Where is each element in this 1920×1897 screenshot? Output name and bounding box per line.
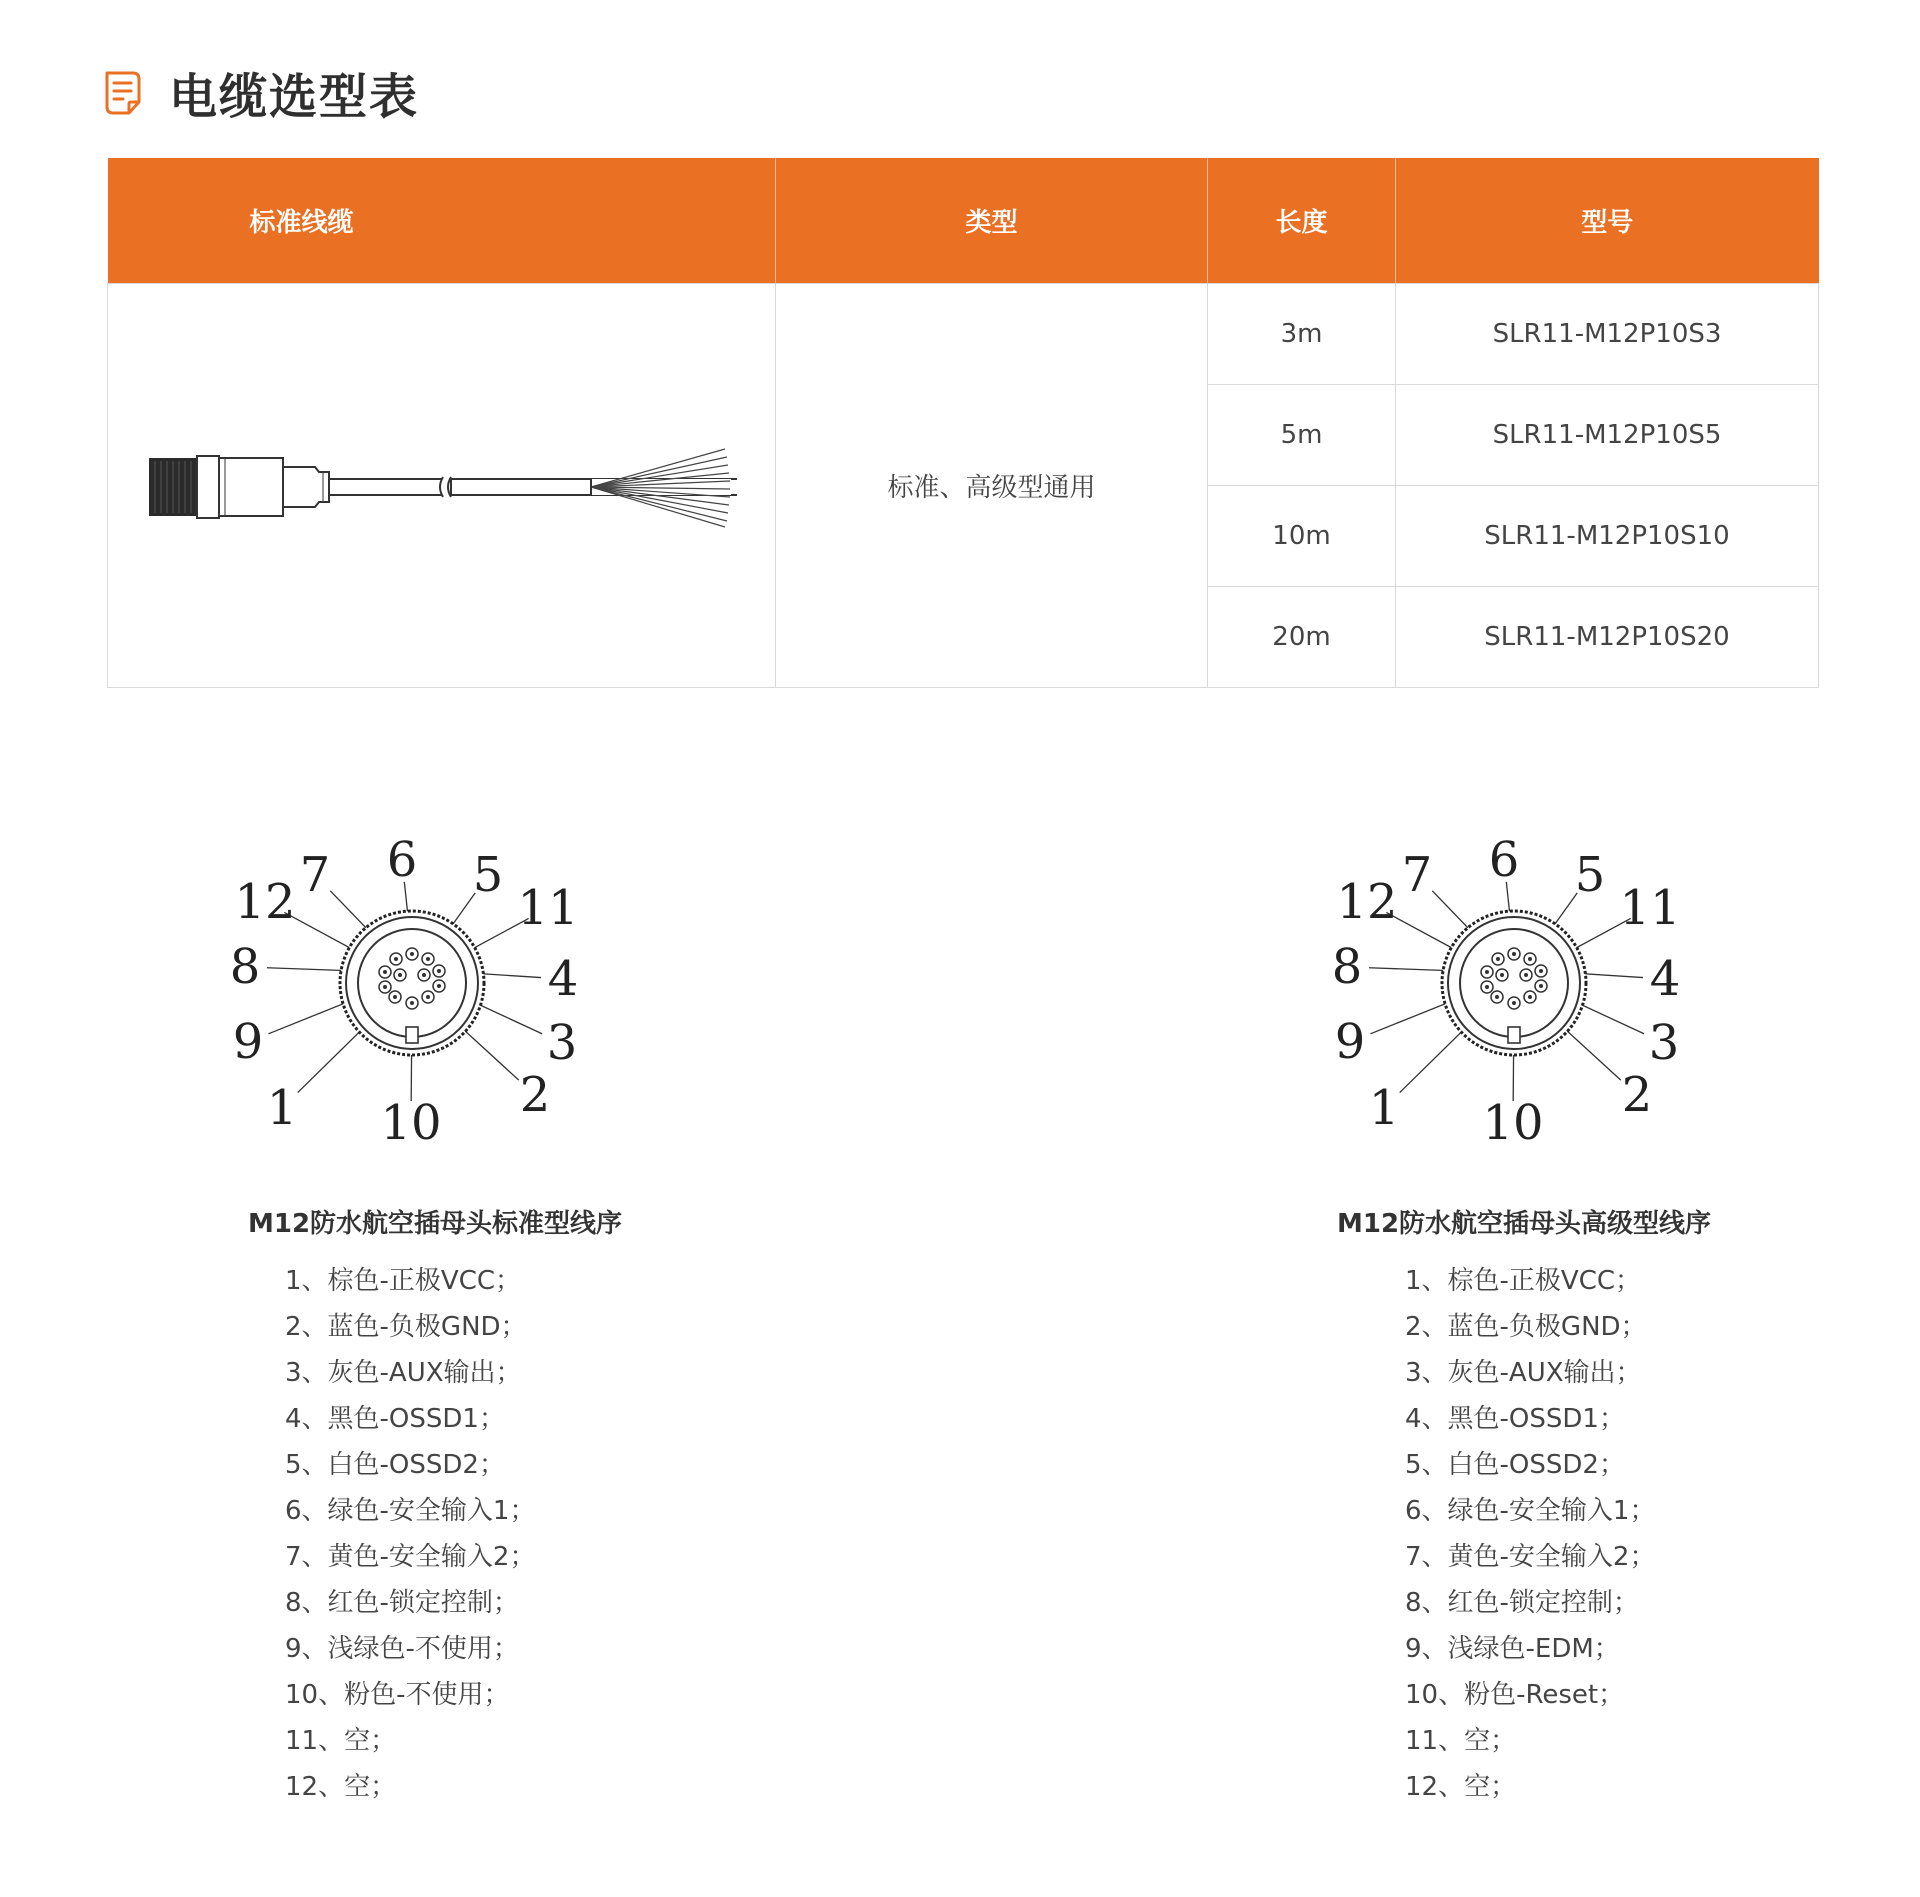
pin-number-label: 8: [1331, 939, 1363, 995]
list-item: 5、白色-OSSD2；: [1405, 1450, 1625, 1480]
list-item: 3、灰色-AUX输出；: [285, 1358, 522, 1388]
pin-number-label: 4: [1649, 951, 1681, 1007]
model-cell: SLR11-M12P10S20: [1396, 587, 1819, 688]
pinout-diagram-advanced: [1312, 785, 1712, 1165]
list-item: 7、黄色-安全输入2；: [285, 1542, 536, 1572]
length-cell: 5m: [1208, 385, 1396, 486]
standard-pinout-list: [285, 1258, 535, 1810]
advanced-pinout-list: [1405, 1258, 1655, 1810]
model-cell: SLR11-M12P10S5: [1396, 385, 1819, 486]
pin-number-label: 10: [1482, 1095, 1544, 1151]
pin-contact: [1500, 973, 1504, 977]
list-item: 8、红色-锁定控制；: [285, 1588, 519, 1618]
pin-number-label: 6: [1488, 832, 1520, 888]
list-item: 2、蓝色-负极GND；: [285, 1312, 527, 1342]
header-standard-cable: 标准线缆: [108, 158, 776, 284]
model-cell: SLR11-M12P10S10: [1396, 486, 1819, 587]
pin-number-label: 3: [546, 1015, 578, 1071]
list-item: 4、黑色-OSSD1；: [285, 1404, 505, 1434]
pin-contact: [1512, 1001, 1516, 1005]
pin-contact: [1524, 973, 1528, 977]
pin-contact: [1528, 957, 1532, 961]
pin-number-label: 7: [299, 847, 331, 903]
list-item: 6、绿色-安全输入1；: [1405, 1496, 1656, 1526]
cable-image-cell: [108, 284, 776, 688]
pin-number-label: 12: [234, 874, 296, 930]
list-item: 9、浅绿色-不使用；: [285, 1634, 519, 1664]
connector-face: [1460, 929, 1568, 1037]
pin-contact: [410, 952, 414, 956]
pin-contact: [437, 969, 441, 973]
table-row: [108, 284, 1819, 385]
list-item: 10、粉色-Reset；: [1405, 1680, 1625, 1710]
header-length: 长度: [1208, 158, 1396, 284]
pin-contact: [410, 1001, 414, 1005]
list-item: 6、绿色-安全输入1；: [285, 1496, 536, 1526]
list-item: 1、棕色-正极VCC；: [285, 1266, 522, 1296]
pin-contact: [1496, 957, 1500, 961]
pin-contact: [1495, 995, 1499, 999]
connector-face: [358, 929, 466, 1037]
pin-contact: [398, 973, 402, 977]
pin-number-label: 6: [386, 832, 418, 888]
list-item: 11、空；: [1405, 1726, 1517, 1756]
pin-contact: [422, 973, 426, 977]
pin-contact: [437, 984, 441, 988]
pin-contact: [1485, 970, 1489, 974]
cable-illustration: [147, 441, 737, 531]
pin-number-label: 4: [547, 951, 579, 1007]
model-cell: SLR11-M12P10S3: [1396, 284, 1819, 385]
pin-number-label: 3: [1648, 1015, 1680, 1071]
connector-key-notch: [1508, 1027, 1520, 1043]
length-cell: 20m: [1208, 587, 1396, 688]
pin-number-label: 5: [472, 847, 504, 903]
pin-contact: [393, 995, 397, 999]
pin-number-label: 9: [1334, 1014, 1366, 1070]
pin-contact: [394, 957, 398, 961]
list-item: 1、棕色-正极VCC；: [1405, 1266, 1642, 1296]
advanced-pinout-title: M12防水航空插母头高级型线序: [1337, 1209, 1712, 1239]
list-item: 7、黄色-安全输入2；: [1405, 1542, 1656, 1572]
pin-number-label: 9: [232, 1014, 264, 1070]
pin-number-label: 2: [519, 1067, 551, 1123]
length-cell: 3m: [1208, 284, 1396, 385]
list-item: 2、蓝色-负极GND；: [1405, 1312, 1647, 1342]
pin-contact: [1539, 984, 1543, 988]
pin-number-label: 7: [1401, 847, 1433, 903]
list-item: 5、白色-OSSD2；: [285, 1450, 505, 1480]
pin-number-label: 1: [1368, 1080, 1400, 1136]
list-item: 3、灰色-AUX输出；: [1405, 1358, 1642, 1388]
document-icon: [103, 70, 143, 116]
page-header: [103, 58, 419, 127]
pin-contact: [383, 970, 387, 974]
pin-number-label: 5: [1574, 847, 1606, 903]
pinout-diagram-standard: [210, 785, 610, 1165]
standard-pinout-title: M12防水航空插母头标准型线序: [248, 1209, 623, 1239]
pin-number-label: 12: [1336, 874, 1398, 930]
pin-contact: [426, 995, 430, 999]
list-item: 4、黑色-OSSD1；: [1405, 1404, 1625, 1434]
pin-contact: [1528, 995, 1532, 999]
header-type: 类型: [776, 158, 1208, 284]
pin-contact: [426, 957, 430, 961]
m12-connector-diagram: [210, 785, 610, 1165]
type-cell: 标准、高级型通用: [776, 284, 1208, 688]
pin-contact: [1539, 969, 1543, 973]
pin-number-label: 11: [517, 880, 579, 936]
pin-number-label: 11: [1619, 880, 1681, 936]
pin-contact: [1512, 952, 1516, 956]
m12-connector-diagram: [1312, 785, 1712, 1165]
page-title: 电缆选型表: [169, 69, 420, 125]
list-item: 8、红色-锁定控制；: [1405, 1588, 1639, 1618]
pin-number-label: 8: [229, 939, 261, 995]
table-header-row: [108, 158, 1819, 284]
length-cell: 10m: [1208, 486, 1396, 587]
pin-contact: [1485, 985, 1489, 989]
header-model: 型号: [1396, 158, 1819, 284]
list-item: 11、空；: [285, 1726, 397, 1756]
list-item: 12、空；: [285, 1772, 397, 1802]
connector-key-notch: [406, 1027, 418, 1043]
pin-contact: [383, 985, 387, 989]
list-item: 12、空；: [1405, 1772, 1517, 1802]
list-item: 10、粉色-不使用；: [285, 1680, 510, 1710]
list-item: 9、浅绿色-EDM；: [1405, 1634, 1620, 1664]
pin-number-label: 1: [266, 1080, 298, 1136]
cable-selection-table: [107, 158, 1819, 688]
pin-number-label: 10: [380, 1095, 442, 1151]
pin-number-label: 2: [1621, 1067, 1653, 1123]
